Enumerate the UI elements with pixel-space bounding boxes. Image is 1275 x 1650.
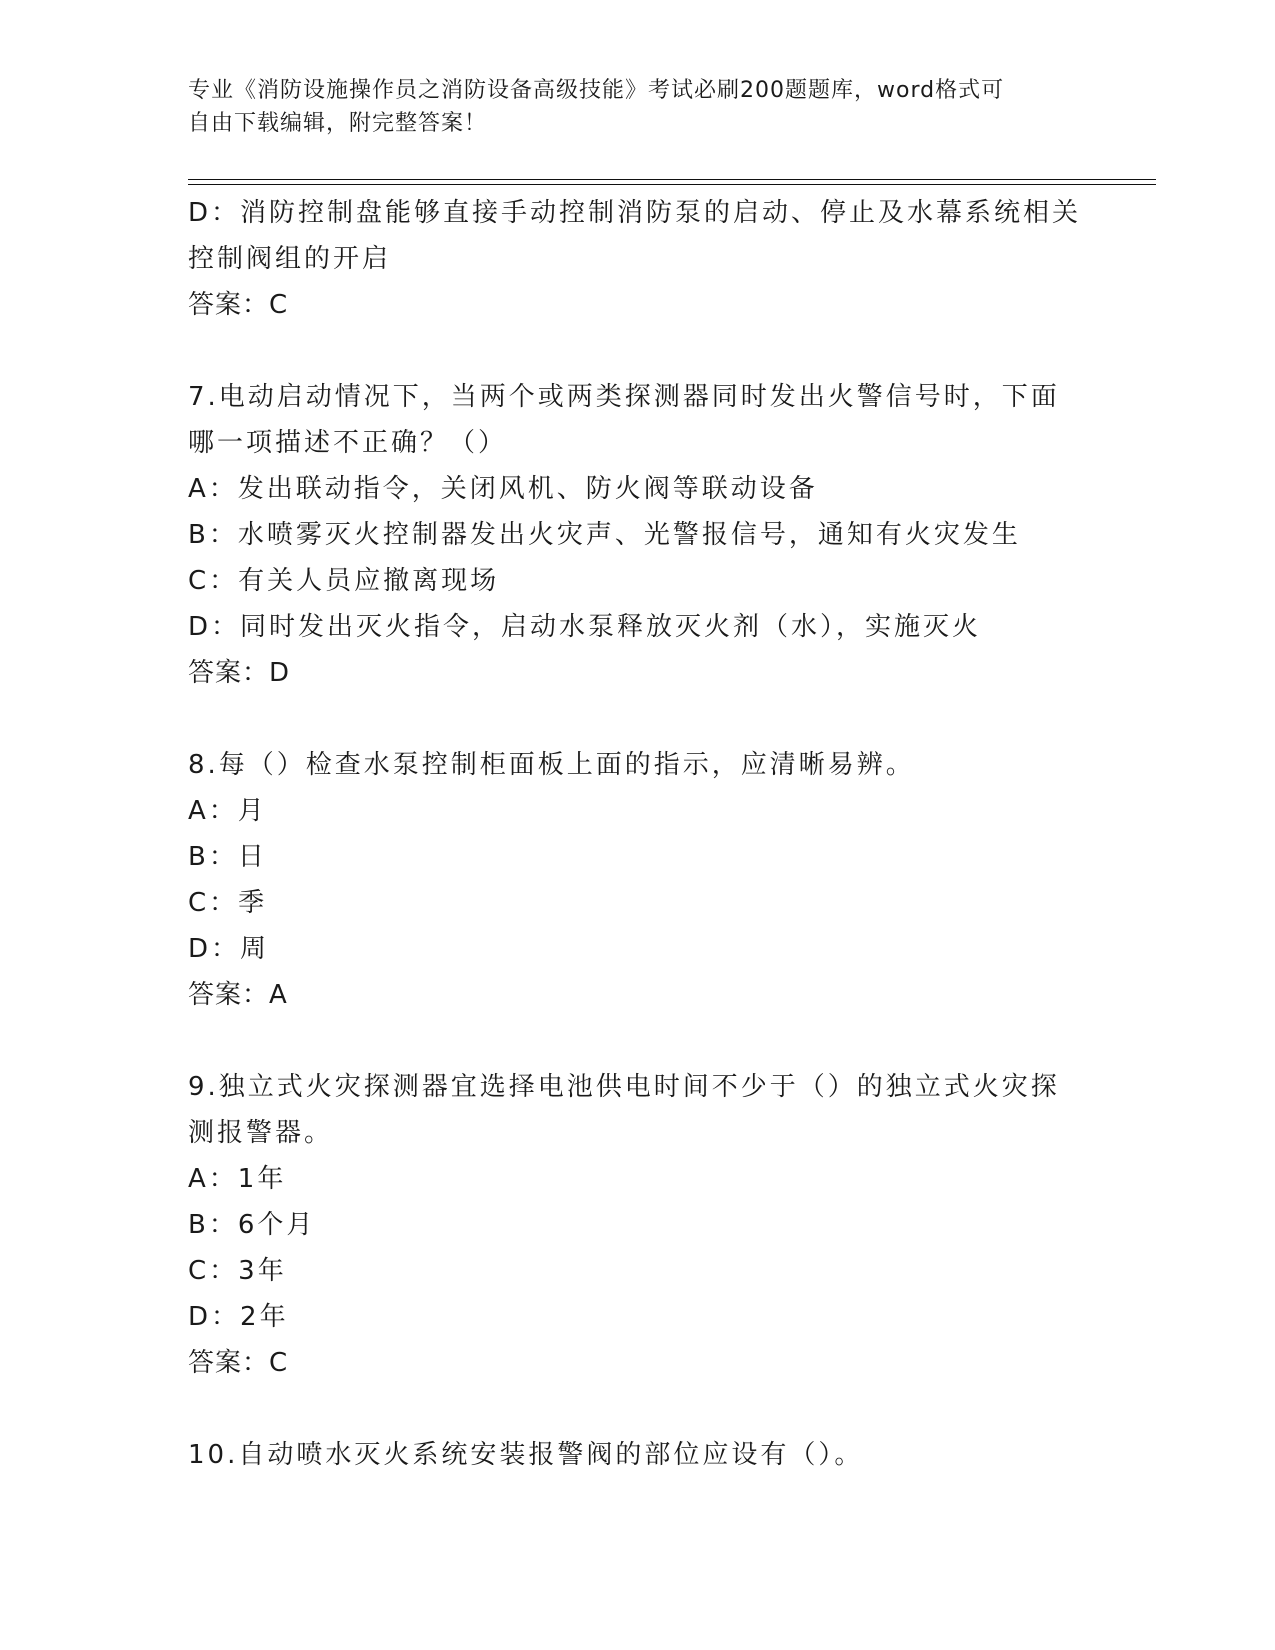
- header-title-line-1: 专业《消防设施操作员之消防设备高级技能》考试必刷200题题库，word格式可: [188, 78, 1005, 103]
- option-b: B：日: [188, 842, 267, 872]
- spacer: [188, 1018, 1088, 1064]
- option-c: C：3年: [188, 1256, 287, 1286]
- answer-line: 答案：C: [188, 1348, 289, 1378]
- question-stem: 9.独立式火灾探测器宜选择电池供电时间不少于（）的独立式火灾探: [188, 1072, 1060, 1102]
- spacer: [188, 328, 1088, 374]
- option-a: A：月: [188, 796, 267, 826]
- option-a: A：发出联动指令，关闭风机、防火阀等联动设备: [188, 474, 818, 504]
- question-stem-continued: 哪一项描述不正确？（）: [188, 428, 508, 458]
- question-stem: 7.电动启动情况下，当两个或两类探测器同时发出火警信号时，下面: [188, 382, 1060, 412]
- option-b: B：6个月: [188, 1210, 316, 1240]
- document-header: [188, 74, 1088, 140]
- spacer: [188, 696, 1088, 742]
- question-6-continuation: [188, 190, 1088, 328]
- question-stem: 8.每（）检查水泵控制柜面板上面的指示，应清晰易辨。: [188, 750, 915, 780]
- option-c: C：季: [188, 888, 268, 918]
- option-b: B：水喷雾灭火控制器发出火灾声、光警报信号，通知有火灾发生: [188, 520, 1021, 550]
- question-7: [188, 374, 1088, 696]
- header-title-line-2: 自由下载编辑，附完整答案！: [188, 111, 488, 136]
- header-divider-top: [188, 179, 1156, 180]
- option-d-continued: 控制阀组的开启: [188, 244, 392, 274]
- answer-line: 答案：A: [188, 980, 288, 1010]
- spacer: [188, 1386, 1088, 1432]
- option-d: D：消防控制盘能够直接手动控制消防泵的启动、停止及水幕系统相关: [188, 198, 1082, 228]
- answer-line: 答案：D: [188, 658, 291, 688]
- document-body: [188, 190, 1088, 1478]
- option-d: D：同时发出灭火指令，启动水泵释放灭火剂（水），实施灭火: [188, 612, 982, 642]
- question-8: [188, 742, 1088, 1018]
- option-c: C：有关人员应撤离现场: [188, 566, 500, 596]
- option-d: D：2年: [188, 1302, 289, 1332]
- answer-line: 答案：C: [188, 290, 289, 320]
- question-9: [188, 1064, 1088, 1386]
- question-stem-continued: 测报警器。: [188, 1118, 334, 1148]
- question-10: [188, 1432, 1088, 1478]
- option-d: D：周: [188, 934, 270, 964]
- question-stem: 10.自动喷水灭火系统安装报警阀的部位应设有（）。: [188, 1440, 864, 1470]
- header-divider-bottom: [188, 184, 1156, 185]
- option-a: A：1年: [188, 1164, 287, 1194]
